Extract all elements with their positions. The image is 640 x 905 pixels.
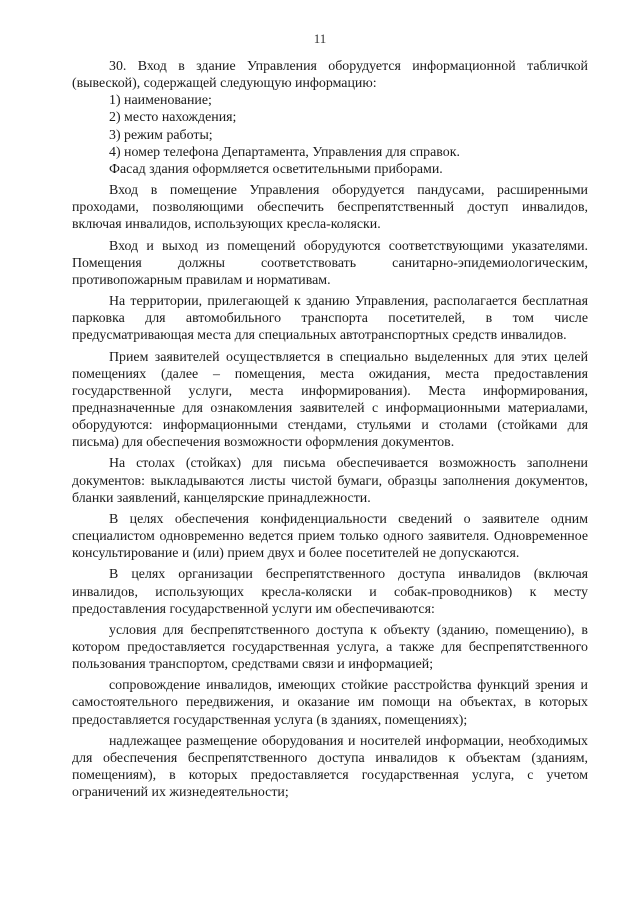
paragraph: условия для беспрепятственного доступа к объекту (зданию, помещению), в котором предоставляется государственная услуга, а также для беспрепятственного пользования транспортом, средствами связи и информацией;: [72, 622, 588, 673]
paragraph: На столах (стойках) для письма обеспечивается возможность заполнени документов: выкладываются листы чистой бумаги, образцы заполнения документов, бланки заявлений, канцелярские принадлежности.: [72, 456, 588, 506]
list-item: 3) режим работы;: [109, 127, 213, 143]
list-item: Фасад здания оформляется осветительными приборами.: [109, 161, 443, 177]
paragraph: надлежащее размещение оборудования и носителей информации, необходимых для обеспечения беспрепятственного доступа инвалидов к объектам (зданиям, помещениям), в которых предоставляется государственная услуга, с учетом ограничений их жизнедеятельности;: [72, 733, 588, 801]
paragraph: Прием заявителей осуществляется в специально выделенных для этих целей помещениях (далее – помещения, места ожидания, места предоставления государственной услуги, места информирования). Места информирования, предназначенные для ознакомления заявителей с информационными материалами, оборудуются: информационными стендами, стульями и столами (стойками для письма) для обеспечения возможности оформления документов.: [72, 349, 588, 451]
paragraph: В целях обеспечения конфиденциальности сведений о заявителе одним специалистом одновременно ведется прием только одного заявителя. Одновременное консультирование и (или) прием двух и более посетителей не допускаются.: [72, 511, 588, 562]
page-number: 11: [313, 31, 327, 46]
document-body: [72, 58, 588, 801]
list-item: 4) номер телефона Департамента, Управления для справок.: [109, 144, 460, 160]
list-item: 1) наименование;: [109, 93, 212, 109]
paragraph: В целях организации беспрепятственного доступа инвалидов (включая инвалидов, использующих кресла-коляски и собак-проводников) к месту предоставления государственной услуги им обеспечиваются:: [72, 567, 588, 617]
paragraph: На территории, прилегающей к зданию Управления, располагается бесплатная парковка для автомобильного транспорта посетителей, в том числе предусматривающая места для специальных автотранспортных средств инвалидов.: [72, 294, 588, 344]
paragraph: Вход в помещение Управления оборудуется пандусами, расширенными проходами, позволяющими обеспечить беспрепятственный доступ инвалидов, включая инвалидов, использующих кресла-коляски.: [72, 183, 588, 233]
list-item: 2) место нахождения;: [109, 110, 237, 126]
paragraph: Вход и выход из помещений оборудуются соответствующими указателями. Помещения должны соответствовать санитарно-эпидемиологическим, противопожарным правилам и нормативам.: [72, 238, 588, 288]
paragraph: сопровождение инвалидов, имеющих стойкие расстройства функций зрения и самостоятельного передвижения, и оказание им помощи на объектах, в которых предоставляется государственная услуга (в зданиях, помещениях);: [72, 678, 588, 728]
paragraph: 30. Вход в здание Управления оборудуется информационной табличкой (вывеской), содержащей следующую информацию:: [72, 59, 588, 92]
